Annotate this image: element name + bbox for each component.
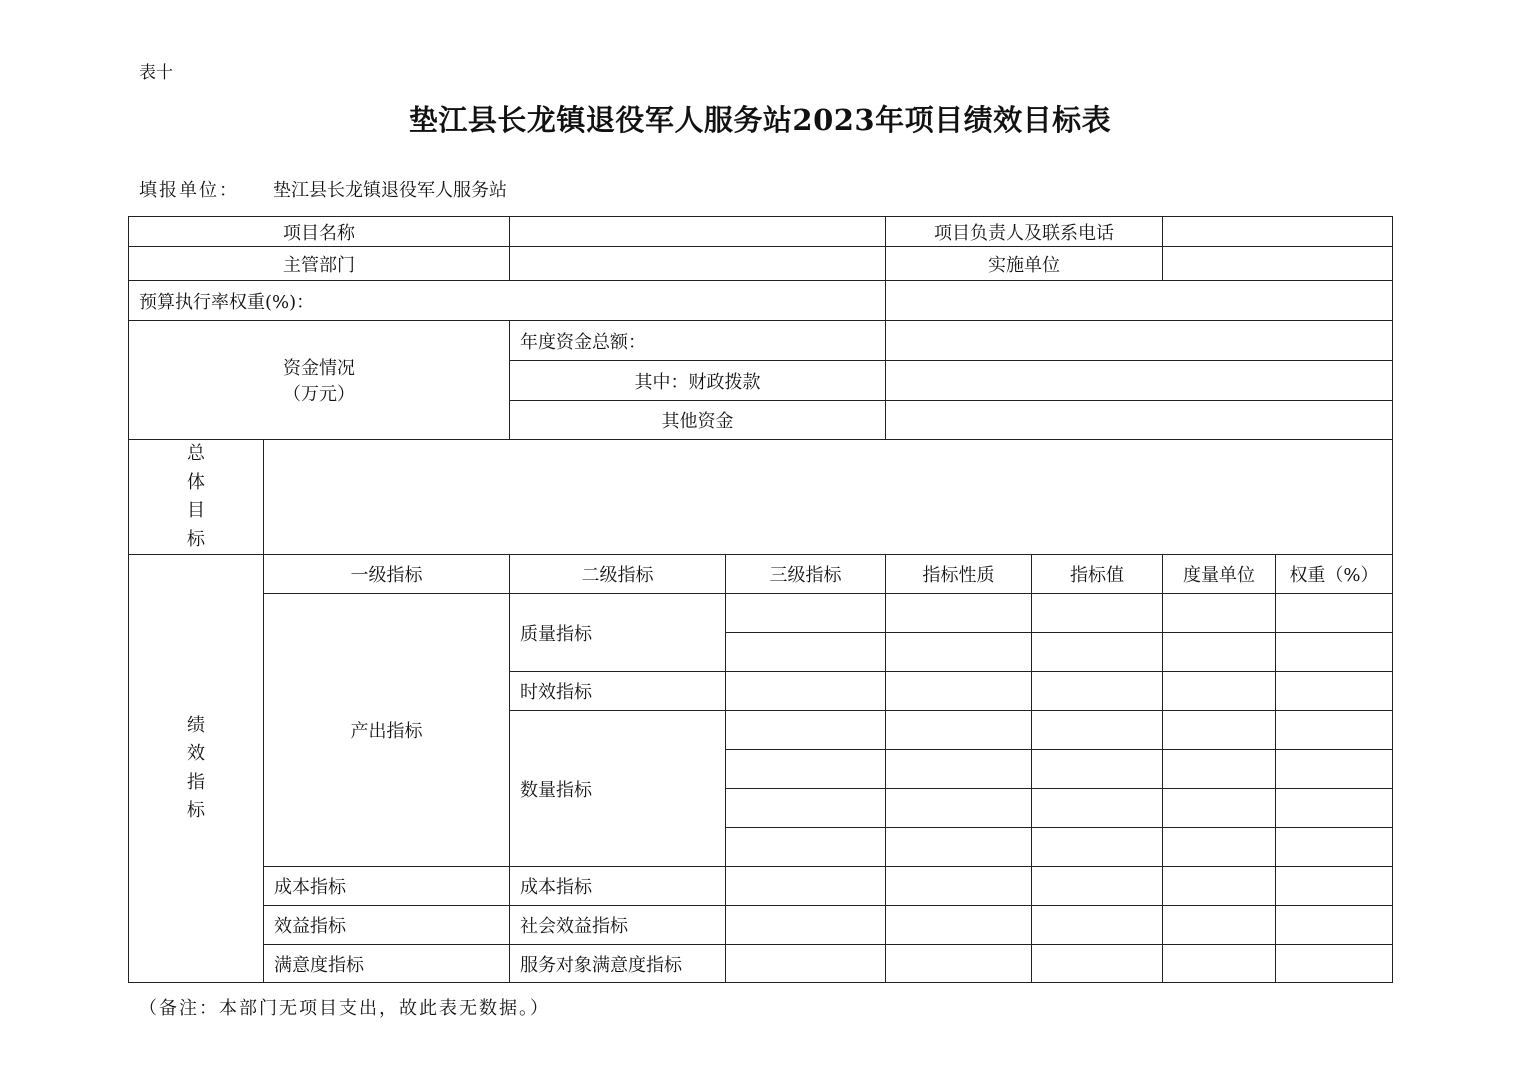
fiscal-cell[interactable] <box>886 361 1393 401</box>
table-cell[interactable] <box>1276 594 1393 633</box>
table-cell[interactable] <box>886 867 1032 906</box>
performance-table <box>128 216 1393 983</box>
perf-indicators-label <box>129 555 264 983</box>
table-cell[interactable] <box>726 867 886 906</box>
table-cell[interactable] <box>886 711 1032 750</box>
overall-goal-label <box>129 440 264 555</box>
table-cell[interactable] <box>1276 828 1393 867</box>
perf-indicators-char: 指 <box>187 771 205 793</box>
table-row <box>129 867 1393 906</box>
table-cell[interactable] <box>1032 789 1163 828</box>
table-cell[interactable] <box>1163 789 1276 828</box>
header-level2: 二级指标 <box>510 555 726 594</box>
funds-unit: （万元） <box>283 384 355 405</box>
annual-total-cell[interactable] <box>886 321 1393 361</box>
table-cell[interactable] <box>1276 867 1393 906</box>
table-cell[interactable] <box>1032 750 1163 789</box>
funds-label <box>129 321 510 440</box>
table-row <box>129 906 1393 945</box>
table-cell[interactable] <box>726 906 886 945</box>
annual-total-label: 年度资金总额： <box>510 321 886 361</box>
table-cell[interactable] <box>886 828 1032 867</box>
overall-goal-char: 标 <box>187 528 205 550</box>
table-cell[interactable] <box>886 594 1032 633</box>
cost-indicator-l2: 成本指标 <box>510 867 726 906</box>
table-cell[interactable] <box>886 672 1032 711</box>
quality-indicator-label: 质量指标 <box>510 594 726 672</box>
table-cell[interactable] <box>886 633 1032 672</box>
table-cell[interactable] <box>1276 672 1393 711</box>
project-contact-cell[interactable] <box>1163 217 1393 247</box>
header-unit: 度量单位 <box>1163 555 1276 594</box>
table-cell[interactable] <box>1163 945 1276 983</box>
table-cell[interactable] <box>726 711 886 750</box>
table-cell[interactable] <box>1032 672 1163 711</box>
table-cell[interactable] <box>1276 711 1393 750</box>
timeliness-indicator-label: 时效指标 <box>510 672 726 711</box>
implementing-unit-cell[interactable] <box>1163 247 1393 281</box>
table-cell[interactable] <box>1163 906 1276 945</box>
header-nature: 指标性质 <box>886 555 1032 594</box>
reporting-unit-label: 填报单位： <box>139 180 239 201</box>
budget-weight-cell[interactable] <box>886 281 1393 321</box>
table-cell[interactable] <box>1032 945 1163 983</box>
other-funds-cell[interactable] <box>886 401 1393 440</box>
table-cell[interactable] <box>726 750 886 789</box>
table-header-row <box>129 555 1393 594</box>
table-row <box>129 440 1393 555</box>
fiscal-label: 其中：财政拨款 <box>510 361 886 401</box>
header-level1: 一级指标 <box>264 555 510 594</box>
table-cell[interactable] <box>1032 906 1163 945</box>
perf-indicators-char: 标 <box>187 800 205 821</box>
table-cell[interactable] <box>726 594 886 633</box>
budget-weight-label: 预算执行率权重(%)： <box>129 281 886 321</box>
table-cell[interactable] <box>1032 594 1163 633</box>
quantity-indicator-label: 数量指标 <box>510 711 726 867</box>
department-label: 主管部门 <box>129 247 510 281</box>
benefit-indicator-l1: 效益指标 <box>264 906 510 945</box>
table-cell[interactable] <box>1163 672 1276 711</box>
overall-goal-char: 目 <box>187 500 205 521</box>
perf-indicators-char: 绩 <box>187 714 205 736</box>
overall-goal-char: 总 <box>187 443 205 464</box>
table-cell[interactable] <box>886 906 1032 945</box>
table-cell[interactable] <box>1163 867 1276 906</box>
funds-title: 资金情况 <box>283 358 355 379</box>
table-cell[interactable] <box>726 672 886 711</box>
reporting-unit-value: 垫江县长龙镇退役军人服务站 <box>273 180 507 201</box>
overall-goal-cell[interactable] <box>264 440 1393 555</box>
table-cell[interactable] <box>1163 828 1276 867</box>
footnote: （备注：本部门无项目支出，故此表无数据。） <box>139 998 550 1019</box>
table-row <box>129 594 1393 633</box>
overall-goal-char: 体 <box>187 471 205 493</box>
table-cell[interactable] <box>1276 633 1393 672</box>
header-value: 指标值 <box>1032 555 1163 594</box>
page-title: 垫江县长龙镇退役军人服务站2023年项目绩效目标表 <box>408 103 1112 137</box>
table-cell[interactable] <box>1163 711 1276 750</box>
table-cell[interactable] <box>1163 633 1276 672</box>
table-cell[interactable] <box>1032 828 1163 867</box>
table-cell[interactable] <box>1276 789 1393 828</box>
other-funds-label: 其他资金 <box>510 401 886 440</box>
table-cell[interactable] <box>1163 594 1276 633</box>
table-cell[interactable] <box>886 750 1032 789</box>
header-level3: 三级指标 <box>726 555 886 594</box>
table-row <box>129 217 1393 247</box>
table-cell[interactable] <box>1276 906 1393 945</box>
header-weight: 权重（%） <box>1276 555 1393 594</box>
benefit-indicator-l2: 社会效益指标 <box>510 906 726 945</box>
table-cell[interactable] <box>726 828 886 867</box>
department-cell[interactable] <box>510 247 886 281</box>
table-cell[interactable] <box>1276 945 1393 983</box>
table-row <box>129 945 1393 983</box>
table-row <box>129 321 1393 361</box>
project-name-cell[interactable] <box>510 217 886 247</box>
table-row <box>129 281 1393 321</box>
table-cell[interactable] <box>1032 711 1163 750</box>
table-row <box>129 247 1393 281</box>
table-cell[interactable] <box>726 633 886 672</box>
table-cell[interactable] <box>1032 633 1163 672</box>
table-cell[interactable] <box>886 789 1032 828</box>
implementing-unit-label: 实施单位 <box>886 247 1163 281</box>
perf-indicators-char: 效 <box>187 743 205 764</box>
table-cell[interactable] <box>1032 867 1163 906</box>
table-cell[interactable] <box>726 789 886 828</box>
table-cell[interactable] <box>886 945 1032 983</box>
cost-indicator-l1: 成本指标 <box>264 867 510 906</box>
satisfaction-indicator-l2: 服务对象满意度指标 <box>510 945 726 983</box>
reporting-unit <box>139 176 507 202</box>
form-number: 表十 <box>139 63 173 83</box>
table-cell[interactable] <box>1163 750 1276 789</box>
satisfaction-indicator-l1: 满意度指标 <box>264 945 510 983</box>
output-indicator-label: 产出指标 <box>264 594 510 867</box>
project-contact-label: 项目负责人及联系电话 <box>886 217 1163 247</box>
project-name-label: 项目名称 <box>129 217 510 247</box>
table-cell[interactable] <box>1276 750 1393 789</box>
table-cell[interactable] <box>726 945 886 983</box>
